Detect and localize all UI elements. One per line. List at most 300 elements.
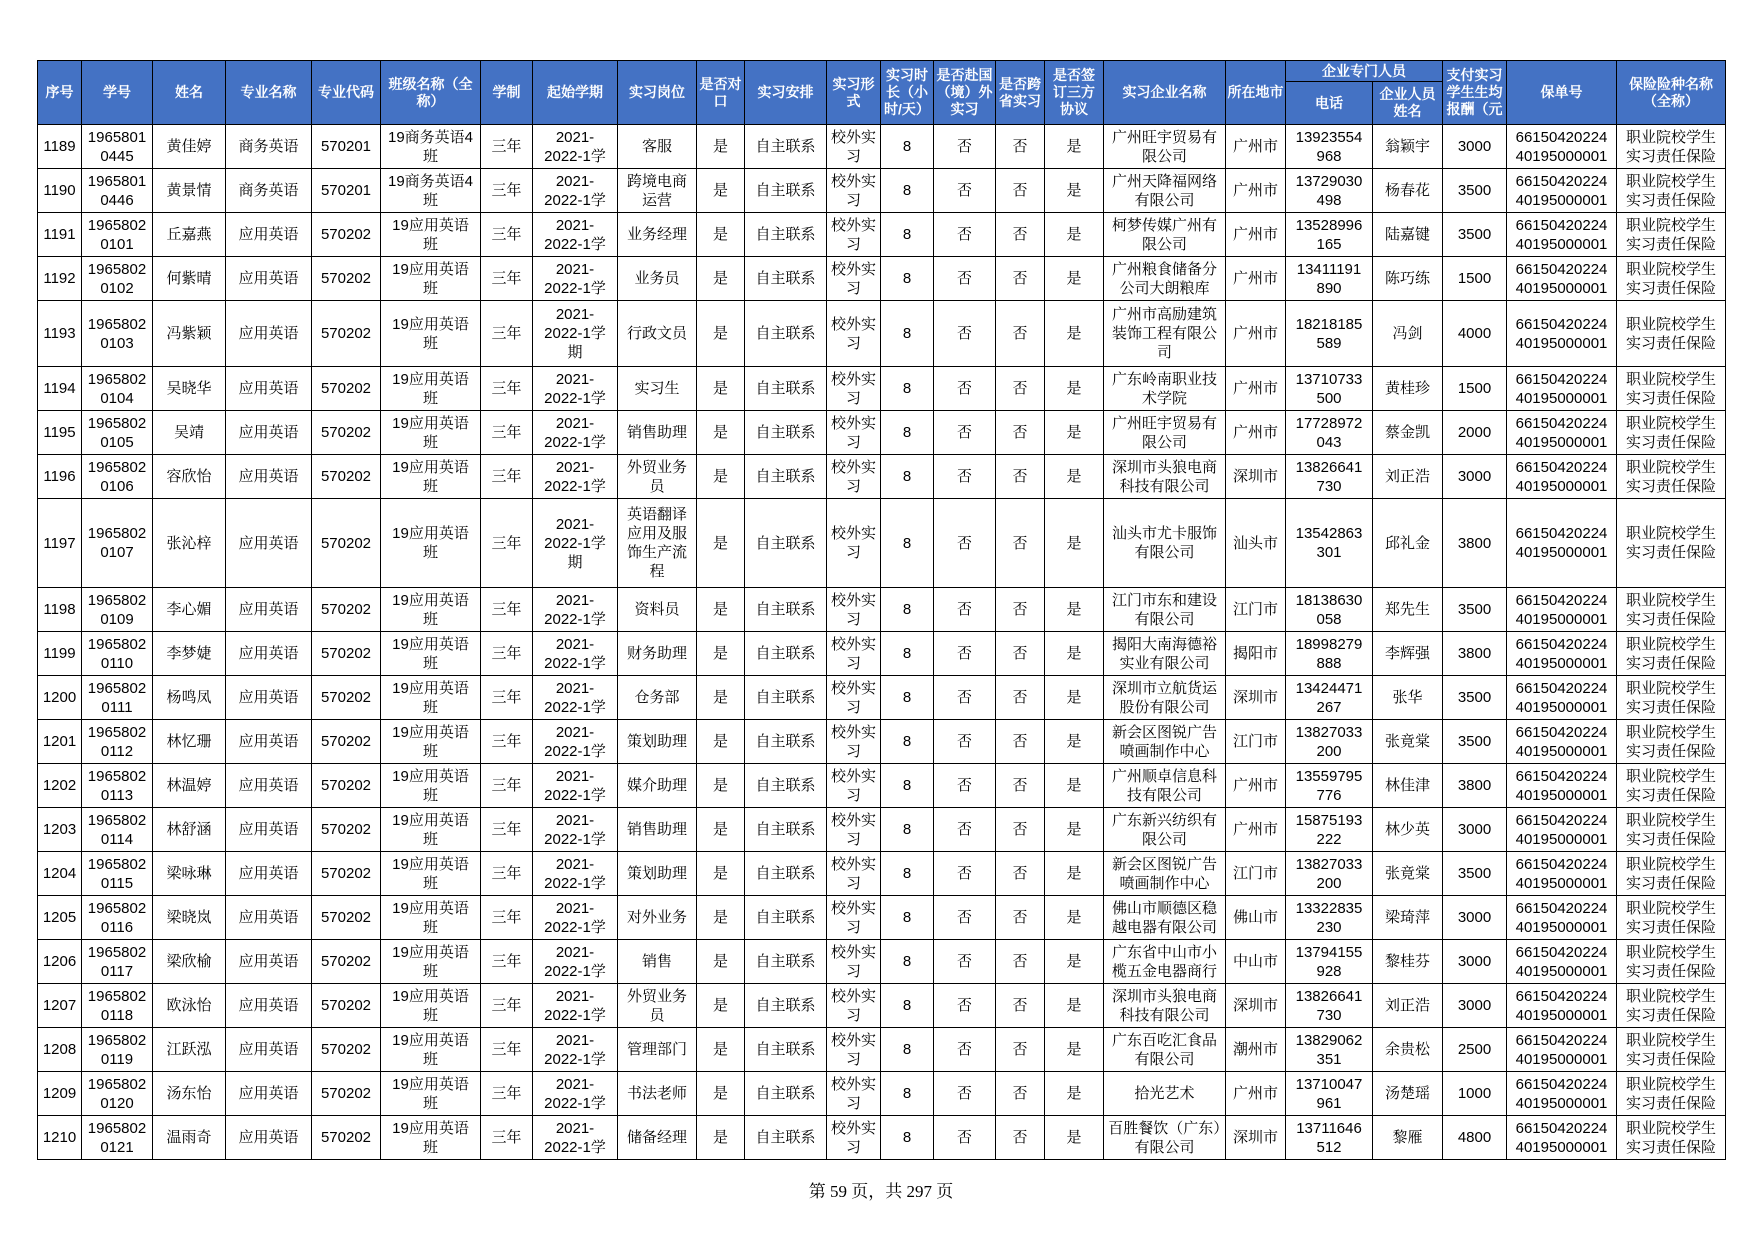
cell-contact-name: 邱礼金 (1373, 499, 1443, 588)
cell-policy-no: 6615042022440195000001 (1507, 896, 1617, 940)
cell-insurance: 职业院校学生实习责任保险 (1617, 632, 1726, 676)
cell-class-name: 19应用英语班 (381, 764, 481, 808)
cell-pay: 3000 (1443, 984, 1507, 1028)
cell-form: 校外实习 (827, 169, 881, 213)
cell-form: 校外实习 (827, 984, 881, 1028)
cell-abroad: 否 (934, 125, 996, 169)
cell-pay: 3000 (1443, 808, 1507, 852)
cell-city: 广州市 (1226, 301, 1286, 367)
cell-position: 实习生 (618, 367, 697, 411)
table-row (38, 852, 1726, 896)
table-row (38, 764, 1726, 808)
cell-contact-name: 汤楚瑶 (1373, 1072, 1443, 1116)
cell-name: 欧泳怡 (153, 984, 226, 1028)
cell-company: 百胜餐饮（广东）有限公司 (1104, 1116, 1226, 1160)
cell-matched: 是 (697, 1072, 745, 1116)
cell-insurance: 职业院校学生实习责任保险 (1617, 764, 1726, 808)
cell-major-code: 570202 (312, 720, 381, 764)
cell-name: 吴晓华 (153, 367, 226, 411)
cell-arrangement: 自主联系 (745, 720, 827, 764)
cell-cross-province: 否 (996, 213, 1045, 257)
cell-company: 揭阳大南海德裕实业有限公司 (1104, 632, 1226, 676)
cell-matched: 是 (697, 676, 745, 720)
cell-name: 丘嘉燕 (153, 213, 226, 257)
table-row (38, 213, 1726, 257)
cell-name: 张沁梓 (153, 499, 226, 588)
header-form: 实习形式 (827, 61, 881, 125)
cell-abroad: 否 (934, 1072, 996, 1116)
cell-company: 江门市东和建设有限公司 (1104, 588, 1226, 632)
cell-arrangement: 自主联系 (745, 499, 827, 588)
cell-start-term: 2021-2022-1学 (533, 1116, 618, 1160)
cell-major-code: 570201 (312, 125, 381, 169)
cell-cross-province: 否 (996, 301, 1045, 367)
table-row (38, 896, 1726, 940)
cell-start-term: 2021-2022-1学期 (533, 499, 618, 588)
cell-matched: 是 (697, 764, 745, 808)
cell-insurance: 职业院校学生实习责任保险 (1617, 499, 1726, 588)
cell-tripartite: 是 (1045, 411, 1104, 455)
cell-class-name: 19应用英语班 (381, 1116, 481, 1160)
table-row (38, 367, 1726, 411)
cell-seq: 1194 (38, 367, 82, 411)
cell-name: 容欣怡 (153, 455, 226, 499)
table-row (38, 808, 1726, 852)
cell-position: 外贸业务员 (618, 455, 697, 499)
cell-form: 校外实习 (827, 499, 881, 588)
cell-arrangement: 自主联系 (745, 301, 827, 367)
cell-position: 行政文员 (618, 301, 697, 367)
cell-contact-name: 梁琦萍 (1373, 896, 1443, 940)
cell-cross-province: 否 (996, 257, 1045, 301)
cell-tripartite: 是 (1045, 1116, 1104, 1160)
cell-matched: 是 (697, 1028, 745, 1072)
internship-table (37, 60, 1726, 1160)
cell-duration: 三年 (481, 367, 533, 411)
cell-cross-province: 否 (996, 455, 1045, 499)
cell-form: 校外实习 (827, 720, 881, 764)
cell-class-name: 19商务英语4班 (381, 169, 481, 213)
cell-policy-no: 6615042022440195000001 (1507, 301, 1617, 367)
cell-contact-phone: 13528996165 (1286, 213, 1373, 257)
cell-start-term: 2021-2022-1学 (533, 125, 618, 169)
cell-cross-province: 否 (996, 720, 1045, 764)
cell-abroad: 否 (934, 984, 996, 1028)
cell-contact-name: 刘正浩 (1373, 984, 1443, 1028)
cell-duration: 三年 (481, 169, 533, 213)
cell-major-code: 570202 (312, 1072, 381, 1116)
table-row (38, 720, 1726, 764)
cell-start-term: 2021-2022-1学 (533, 588, 618, 632)
cell-position: 英语翻译应用及服饰生产流程 (618, 499, 697, 588)
table-row (38, 257, 1726, 301)
cell-major: 应用英语 (226, 720, 312, 764)
header-pay: 支付实习学生生均报酬（元 (1443, 61, 1507, 125)
cell-cross-province: 否 (996, 588, 1045, 632)
cell-cross-province: 否 (996, 852, 1045, 896)
cell-contact-phone: 13542863301 (1286, 499, 1373, 588)
cell-major-code: 570202 (312, 632, 381, 676)
cell-class-name: 19应用英语班 (381, 984, 481, 1028)
cell-arrangement: 自主联系 (745, 896, 827, 940)
cell-matched: 是 (697, 499, 745, 588)
page-footer: 第 59 页，共 297 页 (808, 1182, 954, 1201)
header-company: 实习企业名称 (1104, 61, 1226, 125)
cell-start-term: 2021-2022-1学 (533, 808, 618, 852)
cell-position: 业务经理 (618, 213, 697, 257)
cell-policy-no: 6615042022440195000001 (1507, 1028, 1617, 1072)
cell-student-id: 19658020113 (82, 764, 153, 808)
cell-hours: 8 (881, 411, 934, 455)
cell-start-term: 2021-2022-1学 (533, 764, 618, 808)
cell-insurance: 职业院校学生实习责任保险 (1617, 676, 1726, 720)
cell-major: 商务英语 (226, 125, 312, 169)
cell-student-id: 19658020116 (82, 896, 153, 940)
cell-duration: 三年 (481, 940, 533, 984)
cell-position: 财务助理 (618, 632, 697, 676)
cell-hours: 8 (881, 257, 934, 301)
cell-pay: 3800 (1443, 764, 1507, 808)
table-row (38, 1028, 1726, 1072)
cell-major-code: 570202 (312, 213, 381, 257)
cell-pay: 3500 (1443, 213, 1507, 257)
cell-pay: 3500 (1443, 169, 1507, 213)
cell-company: 汕头市尤卡服饰有限公司 (1104, 499, 1226, 588)
cell-student-id: 19658020106 (82, 455, 153, 499)
cell-major-code: 570202 (312, 411, 381, 455)
table-row (38, 455, 1726, 499)
cell-major: 应用英语 (226, 1116, 312, 1160)
cell-seq: 1204 (38, 852, 82, 896)
cell-insurance: 职业院校学生实习责任保险 (1617, 808, 1726, 852)
cell-tripartite: 是 (1045, 984, 1104, 1028)
cell-position: 策划助理 (618, 852, 697, 896)
table-row (38, 984, 1726, 1028)
cell-major-code: 570201 (312, 169, 381, 213)
cell-class-name: 19应用英语班 (381, 940, 481, 984)
cell-major: 应用英语 (226, 411, 312, 455)
cell-seq: 1199 (38, 632, 82, 676)
cell-major: 应用英语 (226, 940, 312, 984)
cell-abroad: 否 (934, 455, 996, 499)
cell-class-name: 19应用英语班 (381, 257, 481, 301)
cell-contact-phone: 13826641730 (1286, 984, 1373, 1028)
cell-start-term: 2021-2022-1学 (533, 411, 618, 455)
cell-arrangement: 自主联系 (745, 852, 827, 896)
cell-major-code: 570202 (312, 367, 381, 411)
cell-student-id: 19658020101 (82, 213, 153, 257)
cell-tripartite: 是 (1045, 632, 1104, 676)
header-duration: 学制 (481, 61, 533, 125)
cell-abroad: 否 (934, 213, 996, 257)
cell-class-name: 19应用英语班 (381, 411, 481, 455)
cell-student-id: 19658020120 (82, 1072, 153, 1116)
cell-name: 吴靖 (153, 411, 226, 455)
cell-contact-phone: 13710733500 (1286, 367, 1373, 411)
cell-insurance: 职业院校学生实习责任保险 (1617, 125, 1726, 169)
cell-major-code: 570202 (312, 940, 381, 984)
cell-abroad: 否 (934, 499, 996, 588)
cell-form: 校外实习 (827, 676, 881, 720)
cell-cross-province: 否 (996, 676, 1045, 720)
cell-contact-phone: 13827033200 (1286, 720, 1373, 764)
cell-tripartite: 是 (1045, 455, 1104, 499)
cell-seq: 1198 (38, 588, 82, 632)
table-row (38, 301, 1726, 367)
cell-company: 新会区图锐广告喷画制作中心 (1104, 720, 1226, 764)
cell-name: 黄景情 (153, 169, 226, 213)
cell-seq: 1189 (38, 125, 82, 169)
cell-position: 管理部门 (618, 1028, 697, 1072)
cell-start-term: 2021-2022-1学 (533, 676, 618, 720)
cell-class-name: 19应用英语班 (381, 1072, 481, 1116)
cell-tripartite: 是 (1045, 257, 1104, 301)
cell-matched: 是 (697, 257, 745, 301)
cell-student-id: 19658020118 (82, 984, 153, 1028)
cell-policy-no: 6615042022440195000001 (1507, 367, 1617, 411)
cell-position: 销售助理 (618, 411, 697, 455)
cell-student-id: 19658010446 (82, 169, 153, 213)
cell-cross-province: 否 (996, 499, 1045, 588)
header-insurance: 保险险种名称（全称） (1617, 61, 1726, 125)
cell-city: 汕头市 (1226, 499, 1286, 588)
cell-student-id: 19658020117 (82, 940, 153, 984)
cell-abroad: 否 (934, 764, 996, 808)
cell-hours: 8 (881, 125, 934, 169)
cell-duration: 三年 (481, 852, 533, 896)
cell-contact-phone: 17728972043 (1286, 411, 1373, 455)
cell-major: 应用英语 (226, 213, 312, 257)
cell-major: 应用英语 (226, 808, 312, 852)
cell-abroad: 否 (934, 676, 996, 720)
cell-cross-province: 否 (996, 940, 1045, 984)
cell-tripartite: 是 (1045, 720, 1104, 764)
cell-matched: 是 (697, 125, 745, 169)
cell-pay: 3800 (1443, 632, 1507, 676)
table-row (38, 499, 1726, 588)
cell-student-id: 19658020107 (82, 499, 153, 588)
cell-hours: 8 (881, 720, 934, 764)
cell-student-id: 19658020111 (82, 676, 153, 720)
cell-contact-phone: 13559795776 (1286, 764, 1373, 808)
cell-city: 广州市 (1226, 808, 1286, 852)
cell-class-name: 19应用英语班 (381, 632, 481, 676)
cell-arrangement: 自主联系 (745, 367, 827, 411)
cell-contact-phone: 15875193222 (1286, 808, 1373, 852)
cell-position: 仓务部 (618, 676, 697, 720)
cell-cross-province: 否 (996, 367, 1045, 411)
cell-major-code: 570202 (312, 1116, 381, 1160)
cell-cross-province: 否 (996, 764, 1045, 808)
cell-company: 佛山市顺德区稳越电器有限公司 (1104, 896, 1226, 940)
cell-tripartite: 是 (1045, 499, 1104, 588)
cell-start-term: 2021-2022-1学 (533, 940, 618, 984)
cell-contact-phone: 13710047961 (1286, 1072, 1373, 1116)
cell-form: 校外实习 (827, 125, 881, 169)
cell-city: 广州市 (1226, 169, 1286, 213)
table-row (38, 940, 1726, 984)
header-start-term: 起始学期 (533, 61, 618, 125)
cell-position: 跨境电商运营 (618, 169, 697, 213)
cell-matched: 是 (697, 411, 745, 455)
cell-major: 应用英语 (226, 852, 312, 896)
header-hours: 实习时长（小时/天） (881, 61, 934, 125)
cell-form: 校外实习 (827, 764, 881, 808)
cell-abroad: 否 (934, 169, 996, 213)
cell-duration: 三年 (481, 632, 533, 676)
cell-position: 策划助理 (618, 720, 697, 764)
cell-arrangement: 自主联系 (745, 213, 827, 257)
cell-form: 校外实习 (827, 1072, 881, 1116)
cell-position: 客服 (618, 125, 697, 169)
cell-contact-name: 张华 (1373, 676, 1443, 720)
cell-contact-name: 张竟棠 (1373, 720, 1443, 764)
cell-seq: 1195 (38, 411, 82, 455)
cell-matched: 是 (697, 455, 745, 499)
cell-hours: 8 (881, 1028, 934, 1072)
cell-form: 校外实习 (827, 808, 881, 852)
cell-tripartite: 是 (1045, 301, 1104, 367)
cell-position: 媒介助理 (618, 764, 697, 808)
cell-hours: 8 (881, 301, 934, 367)
header-matched: 是否对口 (697, 61, 745, 125)
cell-seq: 1208 (38, 1028, 82, 1072)
cell-arrangement: 自主联系 (745, 1116, 827, 1160)
cell-pay: 2500 (1443, 1028, 1507, 1072)
cell-policy-no: 6615042022440195000001 (1507, 808, 1617, 852)
cell-name: 汤东怡 (153, 1072, 226, 1116)
header-row-top (38, 61, 1726, 82)
cell-contact-name: 蔡金凯 (1373, 411, 1443, 455)
cell-contact-phone: 13923554968 (1286, 125, 1373, 169)
cell-contact-name: 林少英 (1373, 808, 1443, 852)
cell-student-id: 19658020110 (82, 632, 153, 676)
table-body (38, 125, 1726, 1160)
cell-insurance: 职业院校学生实习责任保险 (1617, 852, 1726, 896)
cell-arrangement: 自主联系 (745, 808, 827, 852)
cell-tripartite: 是 (1045, 764, 1104, 808)
cell-contact-phone: 18218185589 (1286, 301, 1373, 367)
cell-form: 校外实习 (827, 940, 881, 984)
table-header (38, 61, 1726, 125)
cell-matched: 是 (697, 984, 745, 1028)
cell-contact-name: 杨春花 (1373, 169, 1443, 213)
cell-contact-name: 陈巧练 (1373, 257, 1443, 301)
cell-tripartite: 是 (1045, 808, 1104, 852)
cell-arrangement: 自主联系 (745, 411, 827, 455)
cell-abroad: 否 (934, 852, 996, 896)
cell-hours: 8 (881, 1116, 934, 1160)
cell-pay: 3500 (1443, 676, 1507, 720)
cell-abroad: 否 (934, 632, 996, 676)
cell-policy-no: 6615042022440195000001 (1507, 125, 1617, 169)
table-row (38, 676, 1726, 720)
cell-tripartite: 是 (1045, 588, 1104, 632)
cell-arrangement: 自主联系 (745, 1072, 827, 1116)
cell-pay: 3500 (1443, 852, 1507, 896)
cell-major: 应用英语 (226, 1072, 312, 1116)
cell-seq: 1202 (38, 764, 82, 808)
cell-contact-name: 李辉强 (1373, 632, 1443, 676)
cell-cross-province: 否 (996, 125, 1045, 169)
cell-hours: 8 (881, 169, 934, 213)
cell-major-code: 570202 (312, 1028, 381, 1072)
cell-duration: 三年 (481, 1116, 533, 1160)
cell-name: 江跃泓 (153, 1028, 226, 1072)
cell-class-name: 19应用英语班 (381, 301, 481, 367)
cell-company: 广州顺卓信息科技有限公司 (1104, 764, 1226, 808)
cell-contact-phone: 13729030498 (1286, 169, 1373, 213)
header-position: 实习岗位 (618, 61, 697, 125)
cell-matched: 是 (697, 808, 745, 852)
cell-insurance: 职业院校学生实习责任保险 (1617, 169, 1726, 213)
cell-start-term: 2021-2022-1学 (533, 852, 618, 896)
cell-seq: 1207 (38, 984, 82, 1028)
cell-company: 广东省中山市小榄五金电器商行 (1104, 940, 1226, 984)
cell-student-id: 19658020105 (82, 411, 153, 455)
cell-company: 深圳市头狼电商科技有限公司 (1104, 455, 1226, 499)
cell-tripartite: 是 (1045, 125, 1104, 169)
cell-major-code: 570202 (312, 808, 381, 852)
cell-name: 林忆珊 (153, 720, 226, 764)
cell-seq: 1193 (38, 301, 82, 367)
cell-position: 业务员 (618, 257, 697, 301)
cell-student-id: 19658020103 (82, 301, 153, 367)
cell-form: 校外实习 (827, 1028, 881, 1072)
cell-start-term: 2021-2022-1学 (533, 984, 618, 1028)
cell-hours: 8 (881, 499, 934, 588)
cell-city: 广州市 (1226, 411, 1286, 455)
cell-start-term: 2021-2022-1学 (533, 896, 618, 940)
cell-student-id: 19658020114 (82, 808, 153, 852)
cell-contact-phone: 13829062351 (1286, 1028, 1373, 1072)
cell-abroad: 否 (934, 367, 996, 411)
header-cross-province: 是否跨省实习 (996, 61, 1045, 125)
cell-company: 广州旺宇贸易有限公司 (1104, 125, 1226, 169)
cell-duration: 三年 (481, 301, 533, 367)
cell-company: 深圳市立航货运股份有限公司 (1104, 676, 1226, 720)
cell-matched: 是 (697, 896, 745, 940)
cell-tripartite: 是 (1045, 852, 1104, 896)
cell-major-code: 570202 (312, 896, 381, 940)
cell-hours: 8 (881, 808, 934, 852)
cell-student-id: 19658020104 (82, 367, 153, 411)
cell-position: 资料员 (618, 588, 697, 632)
cell-major: 应用英语 (226, 588, 312, 632)
cell-city: 广州市 (1226, 125, 1286, 169)
cell-duration: 三年 (481, 455, 533, 499)
cell-insurance: 职业院校学生实习责任保险 (1617, 213, 1726, 257)
cell-city: 广州市 (1226, 764, 1286, 808)
header-class-name: 班级名称（全称） (381, 61, 481, 125)
table-row (38, 1116, 1726, 1160)
cell-contact-name: 黎桂芬 (1373, 940, 1443, 984)
cell-contact-name: 翁颖宇 (1373, 125, 1443, 169)
cell-class-name: 19应用英语班 (381, 808, 481, 852)
cell-arrangement: 自主联系 (745, 984, 827, 1028)
cell-pay: 4000 (1443, 301, 1507, 367)
cell-seq: 1190 (38, 169, 82, 213)
cell-city: 广州市 (1226, 257, 1286, 301)
cell-policy-no: 6615042022440195000001 (1507, 940, 1617, 984)
cell-name: 梁咏琳 (153, 852, 226, 896)
cell-start-term: 2021-2022-1学 (533, 632, 618, 676)
cell-name: 温雨奇 (153, 1116, 226, 1160)
cell-pay: 3000 (1443, 455, 1507, 499)
cell-cross-province: 否 (996, 1072, 1045, 1116)
cell-insurance: 职业院校学生实习责任保险 (1617, 720, 1726, 764)
cell-company: 拾光艺术 (1104, 1072, 1226, 1116)
